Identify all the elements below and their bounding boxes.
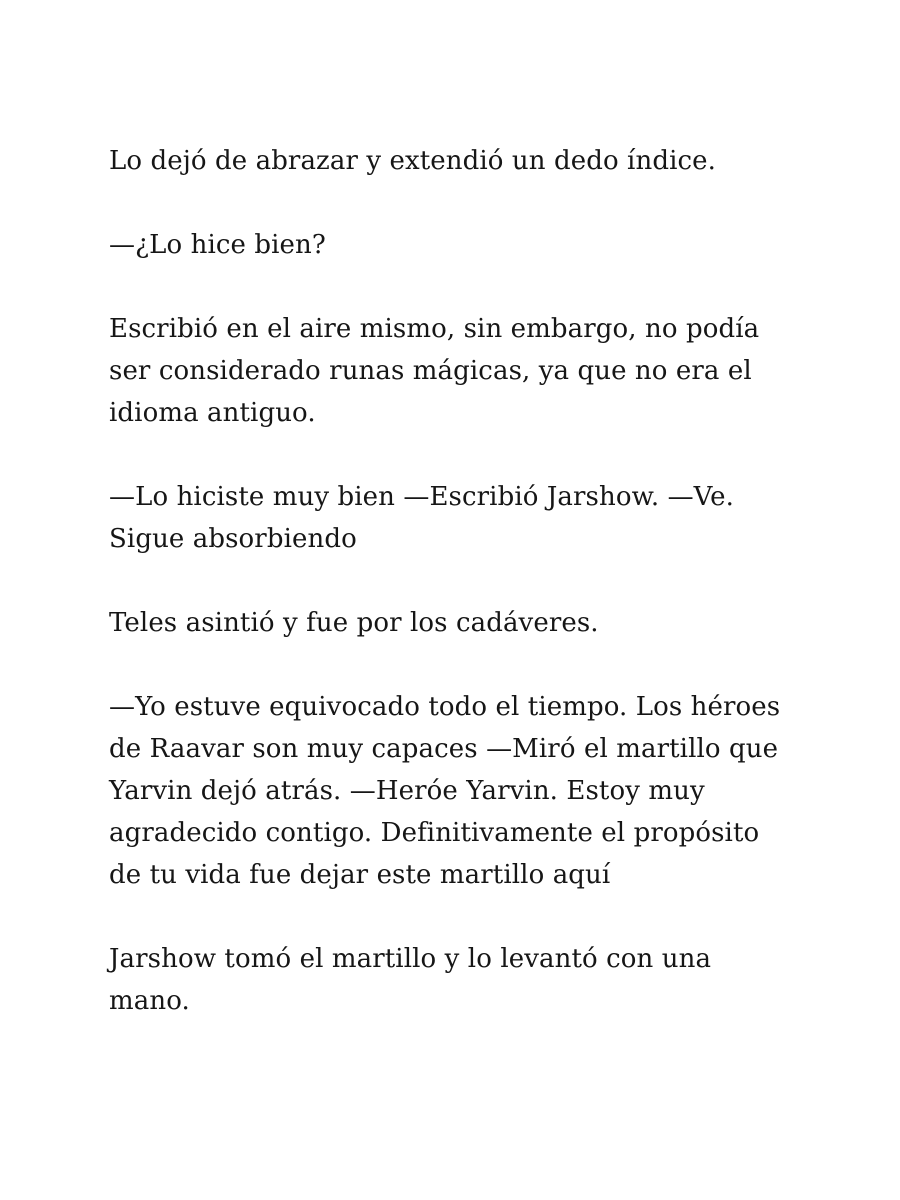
paragraph-2: —¿Lo hice bien? — [109, 230, 326, 260]
chapter-text — [109, 140, 799, 1022]
paragraph-1: Lo dejó de abrazar y extendió un dedo índice. — [109, 146, 716, 176]
paragraph-3: Escribió en el aire mismo, sin embargo, no podía ser considerado runas mágicas, ya que no era el idioma antiguo. — [109, 314, 760, 428]
paragraph-5: Teles asintió y fue por los cadáveres. — [109, 608, 599, 638]
paragraph-7: Jarshow tomó el martillo y lo levantó con una mano. — [109, 944, 712, 1016]
paragraph-6: —Yo estuve equivocado todo el tiempo. Los héroes de Raavar son muy capaces —Miró el martillo que Yarvin dejó atrás. —Heróe Yarvin. Estoy muy agradecido contigo. Definitivamente el propósito de tu vida fue dejar este martillo aquí — [109, 692, 781, 890]
paragraph-4: —Lo hiciste muy bien —Escribió Jarshow. —Ve. Sigue absorbiendo — [109, 482, 735, 554]
